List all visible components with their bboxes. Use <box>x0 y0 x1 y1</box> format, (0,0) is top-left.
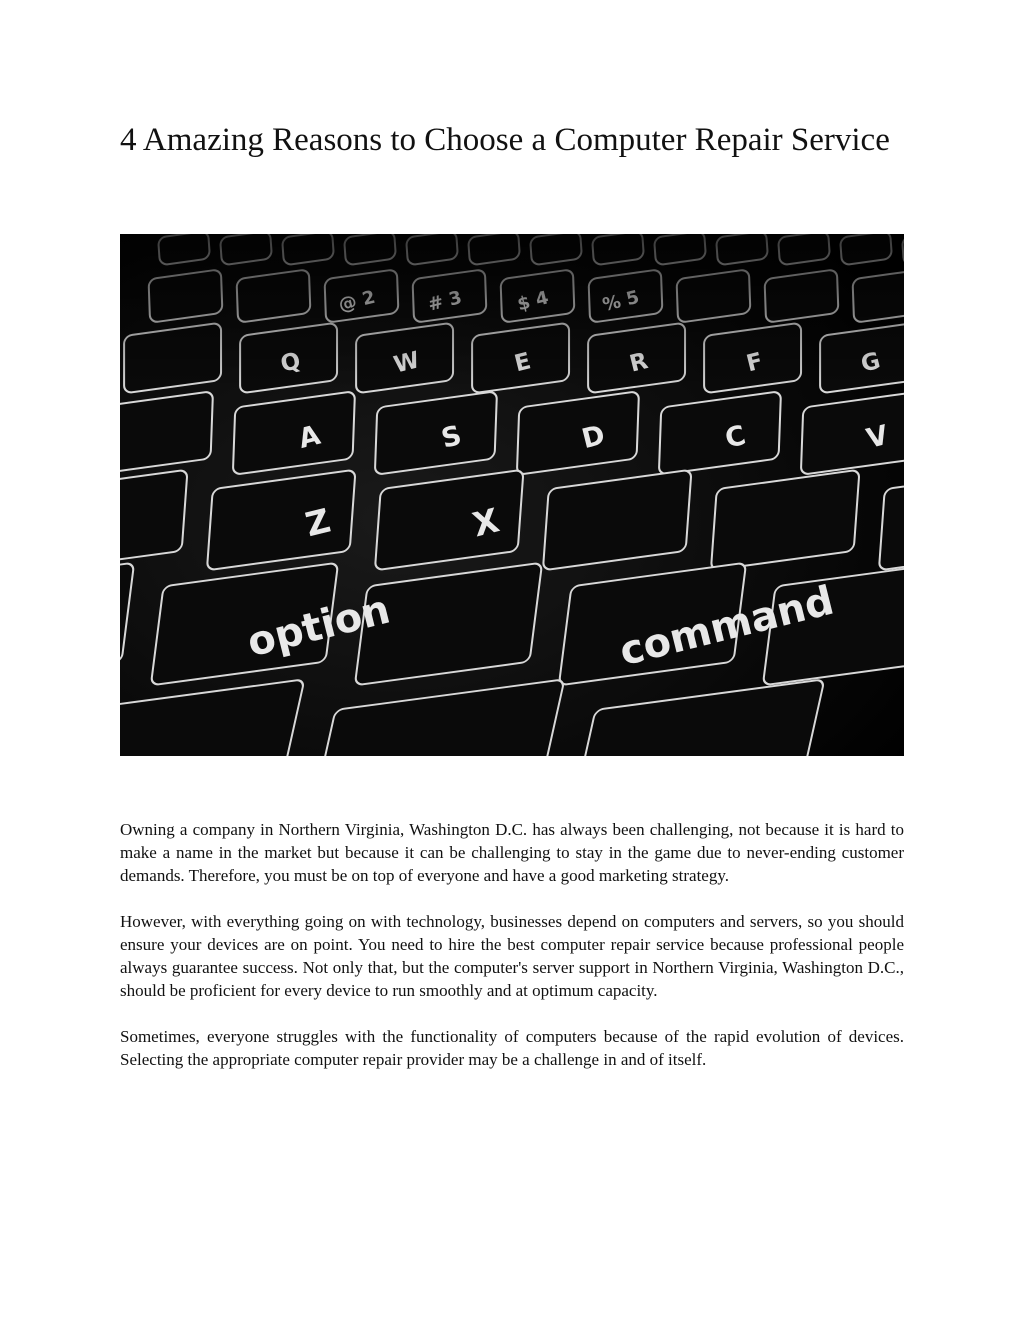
paragraph: However, with everything going on with technology, businesses depend on computers and servers, so you should ensure your devices are on point. You need to hire the best computer repair service because professional people always guarantee success. Not only that, but the computer's server support in Northern Virginia, Washington D.C., should be proficient for every device to run smoothly and at optimum capacity. <box>120 912 904 1000</box>
paragraph: Sometimes, everyone struggles with the functionality of computers because of the rapid evolution of devices. Selecting the appropriate computer repair provider may be a challenge in and of itself. <box>120 1027 904 1069</box>
paragraph: Owning a company in Northern Virginia, Washington D.C. has always been challenging, not because it is hard to make a name in the market but because it can be challenging to stay in the game due to never-ending customer demands. Therefore, you must be on top of everyone and have a good marketing strategy. <box>120 820 904 885</box>
page-title: 4 Amazing Reasons to Choose a Computer Repair Service <box>120 122 890 158</box>
keyboard-photo <box>120 234 904 756</box>
article-body <box>120 818 904 1094</box>
keyboard-illustration <box>120 234 904 756</box>
